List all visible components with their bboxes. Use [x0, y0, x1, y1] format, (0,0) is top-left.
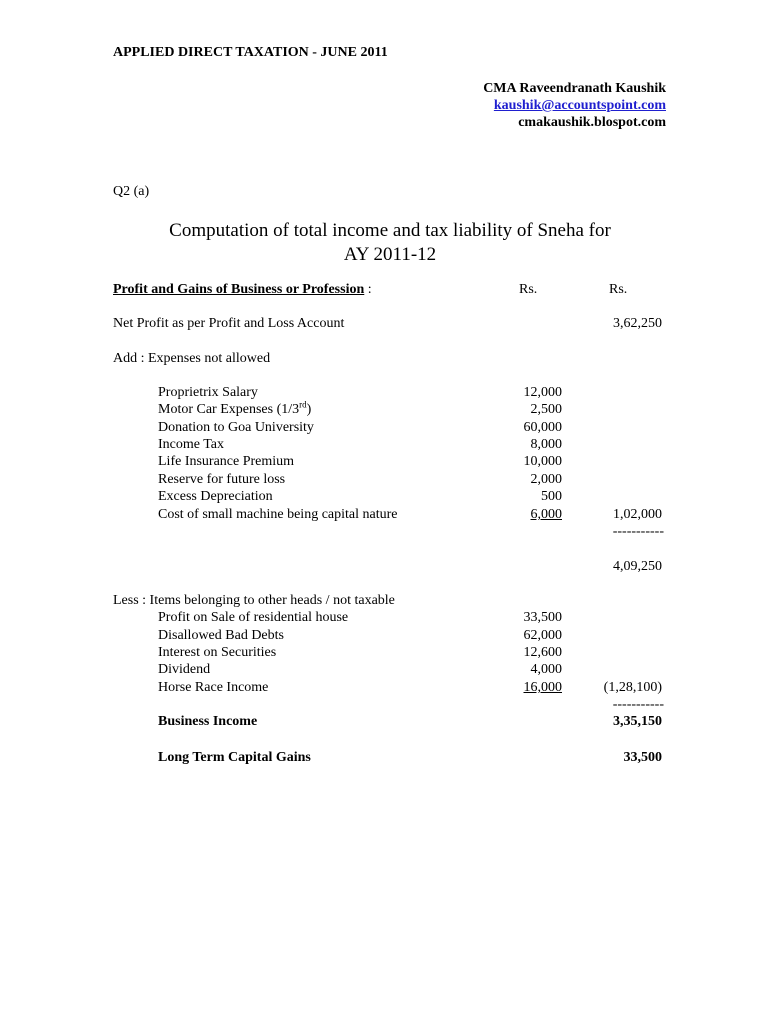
- add-item-label-sup: rd: [299, 399, 307, 410]
- add-item: [0, 489, 768, 506]
- section-heading-text: Profit and Gains of Business or Profession: [113, 282, 365, 297]
- add-item-label: Excess Depreciation: [158, 489, 273, 504]
- business-income-label: Business Income: [158, 714, 258, 729]
- author-name: CMA Raveendranath Kaushik: [483, 81, 666, 96]
- add-item-label: Cost of small machine being capital nature: [158, 507, 398, 522]
- add-item-amount: 8,000: [530, 437, 562, 452]
- add-item-label: Donation to Goa University: [158, 420, 314, 435]
- add-item-label: Reserve for future loss: [158, 472, 286, 487]
- less-item-amount: 33,500: [523, 610, 562, 625]
- add-item-label: [158, 399, 312, 418]
- less-item-amount: 16,000: [523, 680, 562, 695]
- ltcg-label: Long Term Capital Gains: [158, 750, 311, 765]
- add-item: [0, 454, 768, 471]
- add-item-amount: 2,500: [530, 402, 562, 417]
- add-item: [0, 420, 768, 437]
- less-item: [0, 645, 768, 662]
- less-item-label: Horse Race Income: [158, 680, 269, 695]
- less-item: [0, 662, 768, 679]
- net-profit-label: Net Profit as per Profit and Loss Account: [113, 316, 345, 331]
- add-item-amount: 500: [541, 489, 562, 504]
- add-item-amount: 12,000: [523, 385, 562, 400]
- add-item-label: Income Tax: [158, 437, 225, 452]
- add-item: [0, 399, 768, 419]
- less-item-label: Disallowed Bad Debts: [158, 628, 284, 643]
- less-rule: -----------: [612, 697, 664, 712]
- section-heading-colon: :: [364, 282, 372, 297]
- author-blog: cmakaushik.blospot.com: [518, 115, 666, 130]
- add-item-amount: 6,000: [530, 507, 562, 522]
- author-email-link[interactable]: kaushik@accountspoint.com: [493, 98, 666, 113]
- less-item: [0, 610, 768, 627]
- section-heading: [113, 282, 372, 298]
- less-item: [0, 628, 768, 645]
- ltcg-amount: 33,500: [623, 750, 662, 765]
- add-item-label-post: ): [306, 402, 312, 417]
- question-number: Q2 (a): [113, 184, 150, 199]
- add-total: 1,02,000: [613, 507, 662, 522]
- less-item-label: Dividend: [158, 662, 211, 677]
- less-item-amount: 4,000: [530, 662, 562, 677]
- net-profit-amount: 3,62,250: [613, 316, 662, 331]
- add-item: [0, 385, 768, 402]
- col1-header: Rs.: [519, 282, 538, 297]
- add-subtotal: 4,09,250: [613, 559, 662, 574]
- course-title: APPLIED DIRECT TAXATION - JUNE 2011: [113, 45, 388, 60]
- add-item-label: Life Insurance Premium: [158, 454, 295, 469]
- add-item: [0, 437, 768, 454]
- add-item-label-pre: Motor Car Expenses (1/3: [158, 402, 300, 417]
- business-income-amount: 3,35,150: [613, 714, 662, 729]
- less-item: [0, 680, 768, 697]
- add-rule: -----------: [612, 524, 664, 539]
- add-item-amount: 10,000: [523, 454, 562, 469]
- add-item-amount: 2,000: [530, 472, 562, 487]
- add-heading: Add : Expenses not allowed: [113, 351, 271, 366]
- page-title-line1: Computation of total income and tax liability of Sneha for: [169, 220, 611, 241]
- less-heading: Less : Items belonging to other heads / not taxable: [113, 593, 395, 608]
- less-total: (1,28,100): [603, 680, 662, 695]
- add-item-amount: 60,000: [523, 420, 562, 435]
- less-item-amount: 62,000: [523, 628, 562, 643]
- less-item-amount: 12,600: [523, 645, 562, 660]
- less-item-label: Profit on Sale of residential house: [158, 610, 349, 625]
- add-item: [0, 472, 768, 489]
- col2-header: Rs.: [609, 282, 628, 297]
- add-item: [0, 507, 768, 524]
- add-item-label: Proprietrix Salary: [158, 385, 258, 400]
- less-item-label: Interest on Securities: [158, 645, 277, 660]
- page-title-line2: AY 2011-12: [343, 244, 437, 265]
